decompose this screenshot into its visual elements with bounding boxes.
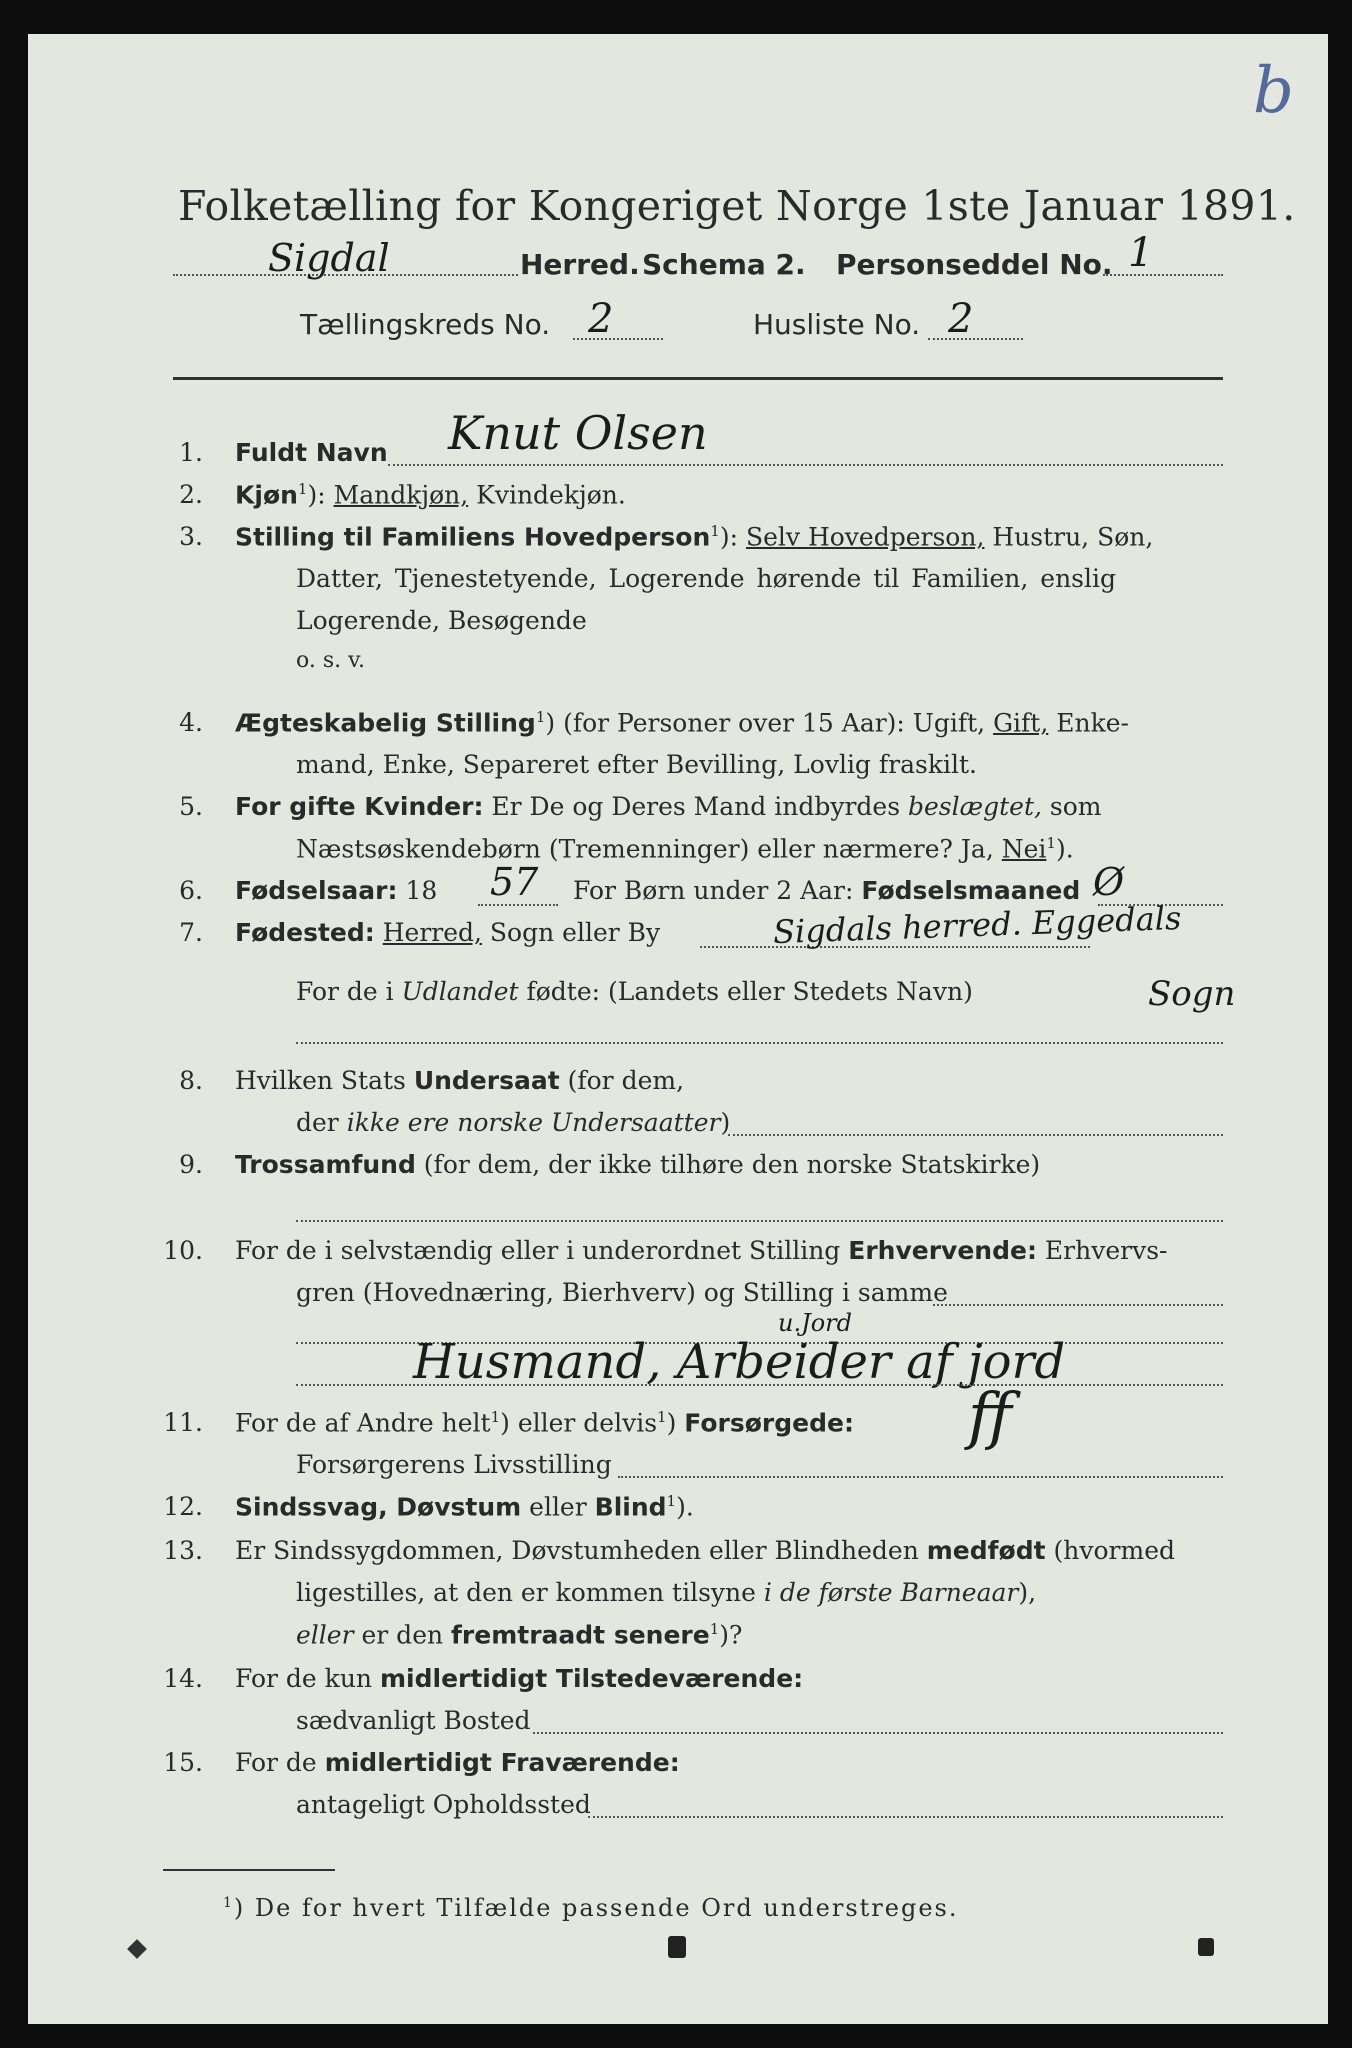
q7-line1: Fødested: Herred, Sogn eller By <box>235 918 661 947</box>
header-rule <box>173 377 1223 380</box>
q5-line1: For gifte Kvinder: Er De og Deres Mand indbyrdes beslægtet, som <box>235 792 1102 821</box>
q6-label: Fødselsaar: 18 <box>235 876 438 905</box>
q12-number: 12. <box>163 1492 203 1521</box>
q8-line2: der ikke ere norske Undersaatter) <box>296 1108 731 1137</box>
q1-label: Fuldt Navn <box>235 438 388 467</box>
footnote-rule <box>163 1869 335 1871</box>
q13-number: 13. <box>163 1536 203 1565</box>
q8-line1: Hvilken Stats Undersaat (for dem, <box>235 1066 685 1095</box>
q6-number: 6. <box>179 876 203 905</box>
herred-label: Herred. <box>520 248 640 281</box>
census-form-sheet <box>28 34 1328 2024</box>
q7-answer: Sigdals herred. Eggedals <box>772 898 1182 952</box>
q3-line3: Logerende, Besøgende <box>296 606 587 635</box>
husliste-label: Husliste No. <box>753 308 921 341</box>
q10-line1: For de i selvstændig eller i underordnet Stilling Erhvervende: Erhvervs- <box>235 1236 1168 1265</box>
q3-line4: o. s. v. <box>296 648 365 673</box>
q4-line2: mand, Enke, Separeret efter Bevilling, Lovlig fraskilt. <box>296 750 977 779</box>
q7-answer2: Sogn <box>1148 974 1236 1014</box>
q15-line2: antageligt Opholdssted <box>296 1790 591 1819</box>
q2-number: 2. <box>179 480 203 509</box>
q3-selected-option: Selv Hovedperson, <box>745 522 985 552</box>
q14-line2: sædvanligt Bosted <box>296 1706 531 1735</box>
q10-answer: Husmand, Arbeider af jord <box>413 1334 1066 1390</box>
binding-mark-left <box>127 1939 147 1959</box>
form-title: Folketælling for Kongeriget Norge 1ste Januar 1891. <box>178 182 1296 230</box>
q10-number: 10. <box>163 1236 203 1265</box>
q15-line1: For de midlertidigt Fraværende: <box>235 1748 680 1777</box>
footnote: $^1$) De for hvert Tilfælde passende Ord understreges. <box>223 1894 959 1922</box>
q10-answer-extra: u.Jord <box>778 1309 852 1337</box>
husliste-value: 2 <box>948 296 974 342</box>
schema-label: Schema 2. <box>642 248 806 281</box>
q2-line: Kjøn$^1$): Mandkjøn, Kvindekjøn. <box>235 480 626 510</box>
q1-answer: Knut Olsen <box>448 406 708 460</box>
q13-line1: Er Sindssygdommen, Døvstumheden eller Blindheden medfødt (hvormed <box>235 1536 1175 1565</box>
binding-mark-right <box>1198 1938 1214 1956</box>
q7-line2: For de i Udlandet fødte: (Landets eller Stedets Navn) <box>296 977 973 1006</box>
corner-mark: b <box>1253 54 1294 128</box>
q14-line1: For de kun midlertidigt Tilstedeværende: <box>235 1664 804 1693</box>
q6-year-value: 57 <box>490 860 539 904</box>
q10-line2: gren (Hovednæring, Bierhverv) og Stilling i samme <box>296 1278 948 1307</box>
q11-answer: ff <box>968 1379 1012 1452</box>
q7-number: 7. <box>179 918 203 947</box>
q9-number: 9. <box>179 1150 203 1179</box>
q9-line1: Trossamfund (for dem, der ikke tilhøre den norske Statskirke) <box>235 1150 1041 1179</box>
q4-selected-option: Gift, <box>993 708 1049 738</box>
q6-line-mid: For Børn under 2 Aar: Fødselsmaaned <box>573 876 1081 905</box>
q6-month-value: Ø <box>1093 860 1125 904</box>
q11-line2: Forsørgerens Livsstilling <box>296 1450 612 1479</box>
q15-number: 15. <box>163 1748 203 1777</box>
q8-number: 8. <box>179 1066 203 1095</box>
q13-line3: eller er den fremtraadt senere$^1$)? <box>296 1620 743 1650</box>
kreds-value: 2 <box>588 296 614 342</box>
q13-line2: ligestilles, at den er kommen tilsyne i de første Barneaar), <box>296 1578 1037 1607</box>
kreds-label: Tællingskreds No. <box>300 308 551 341</box>
q4-number: 4. <box>179 708 203 737</box>
herred-value: Sigdal <box>268 236 390 280</box>
q3-line1: Stilling til Familiens Hovedperson$^1$): Selv Hovedperson, Hustru, Søn, <box>235 522 1154 552</box>
q14-number: 14. <box>163 1664 203 1693</box>
q5-number: 5. <box>179 792 203 821</box>
q5-selected-option: Nei <box>1001 834 1047 864</box>
q1-number: 1. <box>179 438 203 467</box>
personseddel-label: Personseddel No. <box>836 248 1113 281</box>
q2-selected-option: Mandkjøn, <box>333 480 469 510</box>
q4-line1: Ægteskabelig Stilling$^1$) (for Personer over 15 Aar): Ugift, Gift, Enke- <box>235 708 1129 738</box>
q3-number: 3. <box>179 522 203 551</box>
q11-number: 11. <box>163 1408 203 1437</box>
q5-line2: Næstsøskendebørn (Tremenninger) eller nærmere? Ja, Nei$^1$). <box>296 834 1074 864</box>
q11-line1: For de af Andre helt$^1$) eller delvis$^1$) Forsørgede: <box>235 1408 854 1438</box>
q12-line1: Sindssvag, Døvstum eller Blind$^1$). <box>235 1492 694 1522</box>
q7-selected-option: Herred, <box>382 918 482 947</box>
personseddel-value: 1 <box>1128 230 1154 276</box>
binding-mark-center <box>668 1936 686 1958</box>
q3-line2: Datter, Tjenestetyende, Logerende hørende til Familien, enslig <box>296 564 1117 593</box>
